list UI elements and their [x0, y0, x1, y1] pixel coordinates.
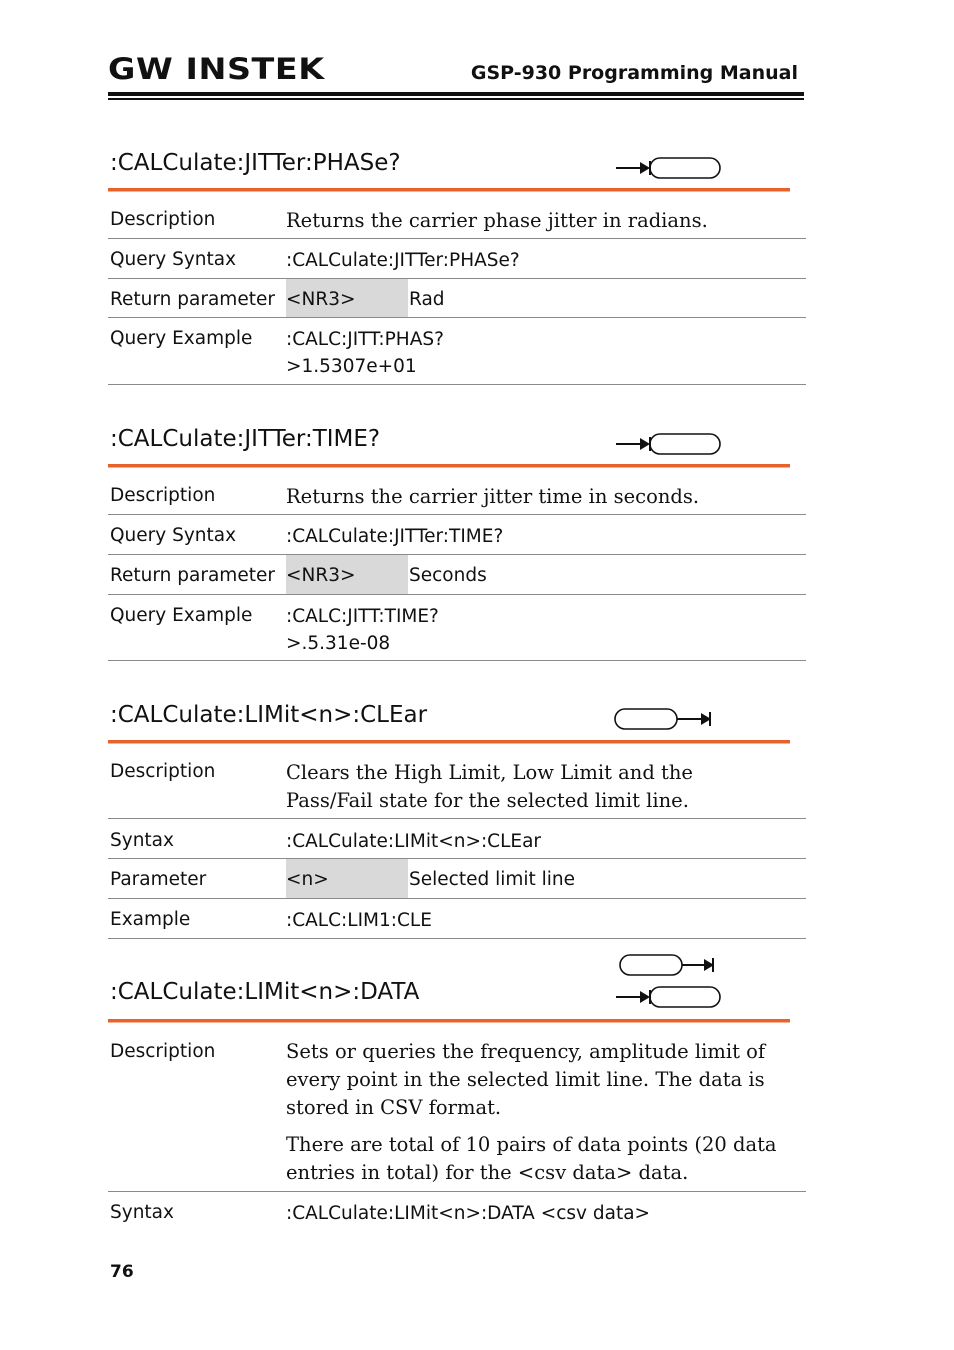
example-text — [286, 603, 439, 657]
description-line: Clears the High Limit, Low Limit and the — [286, 761, 693, 784]
set-icon — [613, 707, 713, 731]
description-label: Description — [110, 209, 216, 230]
return-parameter-description: Rad — [409, 289, 445, 310]
return-parameter-label: Return parameter — [110, 565, 275, 586]
description-text — [286, 1038, 786, 1187]
section-divider — [108, 464, 790, 467]
example-label: Query Example — [110, 605, 253, 626]
syntax-row — [108, 239, 806, 279]
query-icon — [614, 432, 724, 456]
description-row — [108, 478, 806, 515]
description-text: Returns the carrier jitter time in seconds. — [286, 485, 700, 508]
query-icon — [614, 985, 724, 1009]
return-parameter-row — [108, 555, 806, 595]
syntax-label: Query Syntax — [110, 525, 237, 546]
header-rule — [108, 92, 804, 96]
example-label: Example — [110, 909, 191, 930]
description-line: entries in total) for the <csv data> data. — [286, 1161, 689, 1184]
set-icon — [618, 953, 718, 977]
description-line: Pass/Fail state for the selected limit line. — [286, 789, 689, 812]
section-divider — [108, 1019, 790, 1022]
example-response: >.5.31e-08 — [286, 633, 391, 654]
description-line: every point in the selected limit line. The data is — [286, 1068, 765, 1091]
example-response: >1.5307e+01 — [286, 356, 417, 377]
syntax-row — [108, 515, 806, 555]
syntax-text: :CALCulate:LIMit<n>:CLEar — [286, 831, 542, 852]
parameter-label: Parameter — [110, 869, 207, 890]
syntax-label: Query Syntax — [110, 249, 237, 270]
description-row — [108, 754, 806, 819]
example-command: :CALC:JITT:TIME? — [286, 606, 439, 627]
parameter-row — [108, 859, 806, 899]
example-row — [108, 899, 806, 939]
parameter-code: <n> — [286, 869, 329, 890]
syntax-label: Syntax — [110, 830, 174, 851]
syntax-text: :CALCulate:JITTer:TIME? — [286, 526, 504, 547]
description-label: Description — [110, 1041, 216, 1062]
description-row — [108, 202, 806, 239]
section-title-jitter-time: :CALCulate:JITTer:TIME? — [110, 426, 381, 452]
return-parameter-description: Seconds — [409, 565, 487, 586]
page-header — [108, 52, 804, 100]
description-line: There are total of 10 pairs of data points (20 data — [286, 1133, 777, 1156]
section-divider — [108, 188, 790, 191]
page-number: 76 — [110, 1262, 134, 1282]
example-command: :CALC:JITT:PHAS? — [286, 329, 444, 350]
return-parameter-label: Return parameter — [110, 289, 275, 310]
description-label: Description — [110, 761, 216, 782]
description-line: Sets or queries the frequency, amplitude limit of — [286, 1040, 766, 1063]
description-label: Description — [110, 485, 216, 506]
syntax-text: :CALCulate:LIMit<n>:DATA <csv data> — [286, 1203, 651, 1224]
query-icon — [614, 156, 724, 180]
description-text: Returns the carrier phase jitter in radians. — [286, 209, 708, 232]
brand-logo: GW INSTEK — [108, 52, 325, 86]
example-row — [108, 595, 806, 661]
syntax-row — [108, 1192, 806, 1232]
description-row — [108, 1033, 806, 1192]
example-row — [108, 318, 806, 385]
section-title-limit-clear: :CALCulate:LIMit<n>:CLEar — [110, 702, 428, 728]
return-parameter-row — [108, 279, 806, 318]
syntax-text: :CALCulate:JITTer:PHASe? — [286, 250, 520, 271]
section-title-jitter-phase: :CALCulate:JITTer:PHASe? — [110, 150, 401, 176]
manual-title: GSP-930 Programming Manual — [470, 62, 798, 84]
return-parameter-code: <NR3> — [286, 565, 356, 586]
example-text — [286, 326, 444, 380]
example-text: :CALC:LIM1:CLE — [286, 910, 432, 931]
syntax-label: Syntax — [110, 1202, 174, 1223]
return-parameter-code: <NR3> — [286, 289, 356, 310]
syntax-row — [108, 819, 806, 859]
description-text — [286, 759, 786, 815]
section-title-limit-data: :CALCulate:LIMit<n>:DATA — [110, 979, 420, 1005]
description-line: stored in CSV format. — [286, 1096, 502, 1119]
example-label: Query Example — [110, 328, 253, 349]
section-divider — [108, 740, 790, 743]
parameter-description: Selected limit line — [409, 869, 576, 890]
header-rule-thin — [108, 98, 804, 100]
